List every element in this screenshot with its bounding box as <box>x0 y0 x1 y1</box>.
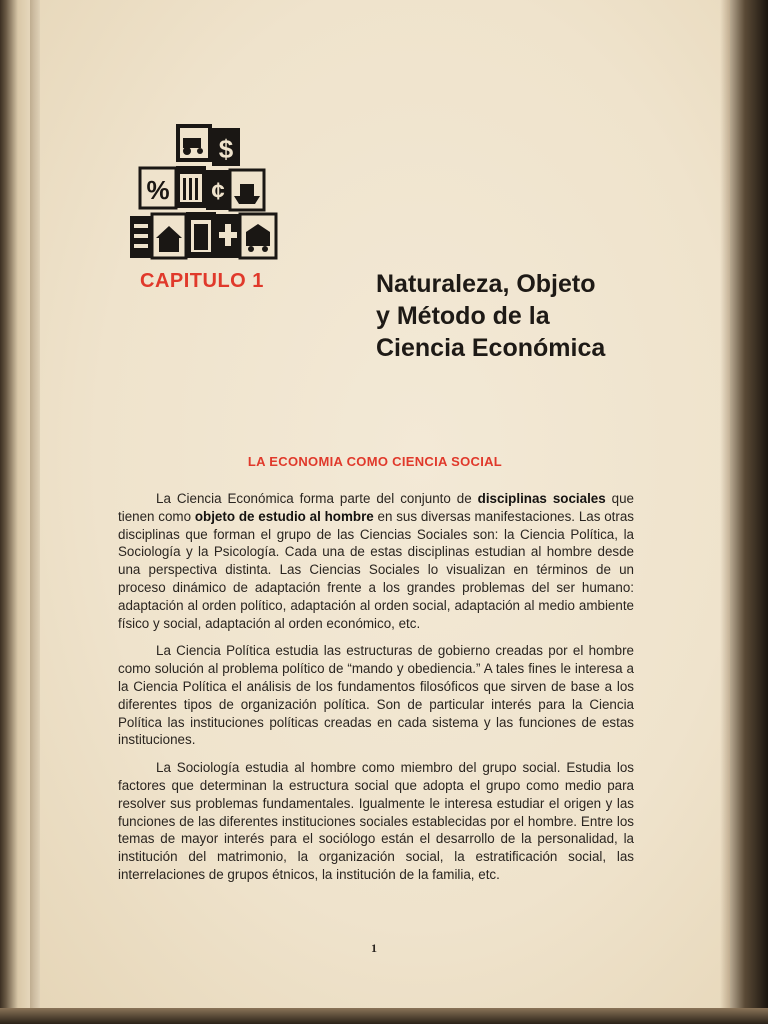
factory-icon <box>176 166 206 208</box>
house-icon <box>152 214 186 258</box>
svg-text:%: % <box>146 175 170 205</box>
dollar-sign <box>212 128 240 166</box>
page-number: 1 <box>371 941 377 955</box>
tractor-icon <box>176 124 212 162</box>
ship-icon <box>230 170 264 210</box>
paragraph: La Sociología estudia al hombre como miembro del grupo social. Estudia los factores que determinan la estructura social que adopta el grupo como medio para resolver sus problemas fundamentales. Igualmente le interesa estudiar el origen y las funciones de las diferentes instituciones sociales establecidas por el hombre. Entre los temas de mayor interés para el sociólogo están el desarrollo de la personalidad, la institución del matrimonio, la organización social, la estratificación social, las interrelaciones de grupos étnicos, la institución de la familia, etc. <box>118 760 634 882</box>
body-text <box>118 490 634 894</box>
section-heading: LA ECONOMIA COMO CIENCIA SOCIAL <box>247 454 503 469</box>
chapter-title-line: Naturaleza, Objeto <box>376 270 596 298</box>
cross-icon <box>216 214 240 258</box>
page-edge <box>720 0 730 1010</box>
paragraph-text: que tienen como <box>118 491 634 524</box>
door-icon <box>186 212 216 258</box>
page-bottom-edge <box>0 1008 768 1024</box>
chapter-title <box>376 268 676 364</box>
percent-sign <box>140 168 176 208</box>
cent-sign <box>206 170 230 210</box>
bold-term: disciplinas sociales <box>477 491 606 506</box>
chapter-title-line: Ciencia Económica <box>376 334 606 362</box>
paragraph <box>118 490 634 632</box>
bold-term: objeto de estudio al hombre <box>194 508 374 524</box>
economics-blocks-logo <box>128 120 278 262</box>
paragraph: La Ciencia Política estudia las estructuras de gobierno creadas por el hombre como solución al problema político de “mando y obediencia.” A tales fines le interesa a la Ciencia Política el análisis de los fundamentos filosóficos que sirven de base a los diferentes tipos de organización política. Son de particular interés para la Ciencia Política las instituciones políticas creadas en cada sistema y las funciones de estas instituciones. <box>118 643 634 748</box>
truck-icon <box>240 214 276 258</box>
svg-text:¢: ¢ <box>211 178 225 205</box>
paragraph-text: en sus diversas manifestaciones. Las otras disciplinas que forman el grupo de las Ciencias Sociales son: la Ciencia Política, la Sociología y la Psicología. Cada una de estas disciplinas estudian al hombre desde una perspectiva distinta. Las Ciencias Sociales lo visualizan en términos de un proceso dinámico de adaptación frente a los grandes problemas del ser humano: adaptación al orden político, adaptación al orden social, adaptación al medio ambiente físico y social, adaptación al orden económico, etc. <box>118 508 634 631</box>
chapter-label: CAPITULO 1 <box>140 270 264 292</box>
svg-text:$: $ <box>218 134 234 164</box>
chapter-title-line: y Método de la <box>376 302 550 330</box>
paragraph-text: La Ciencia Económica forma parte del conjunto de <box>156 491 478 506</box>
people-icon <box>130 216 152 258</box>
